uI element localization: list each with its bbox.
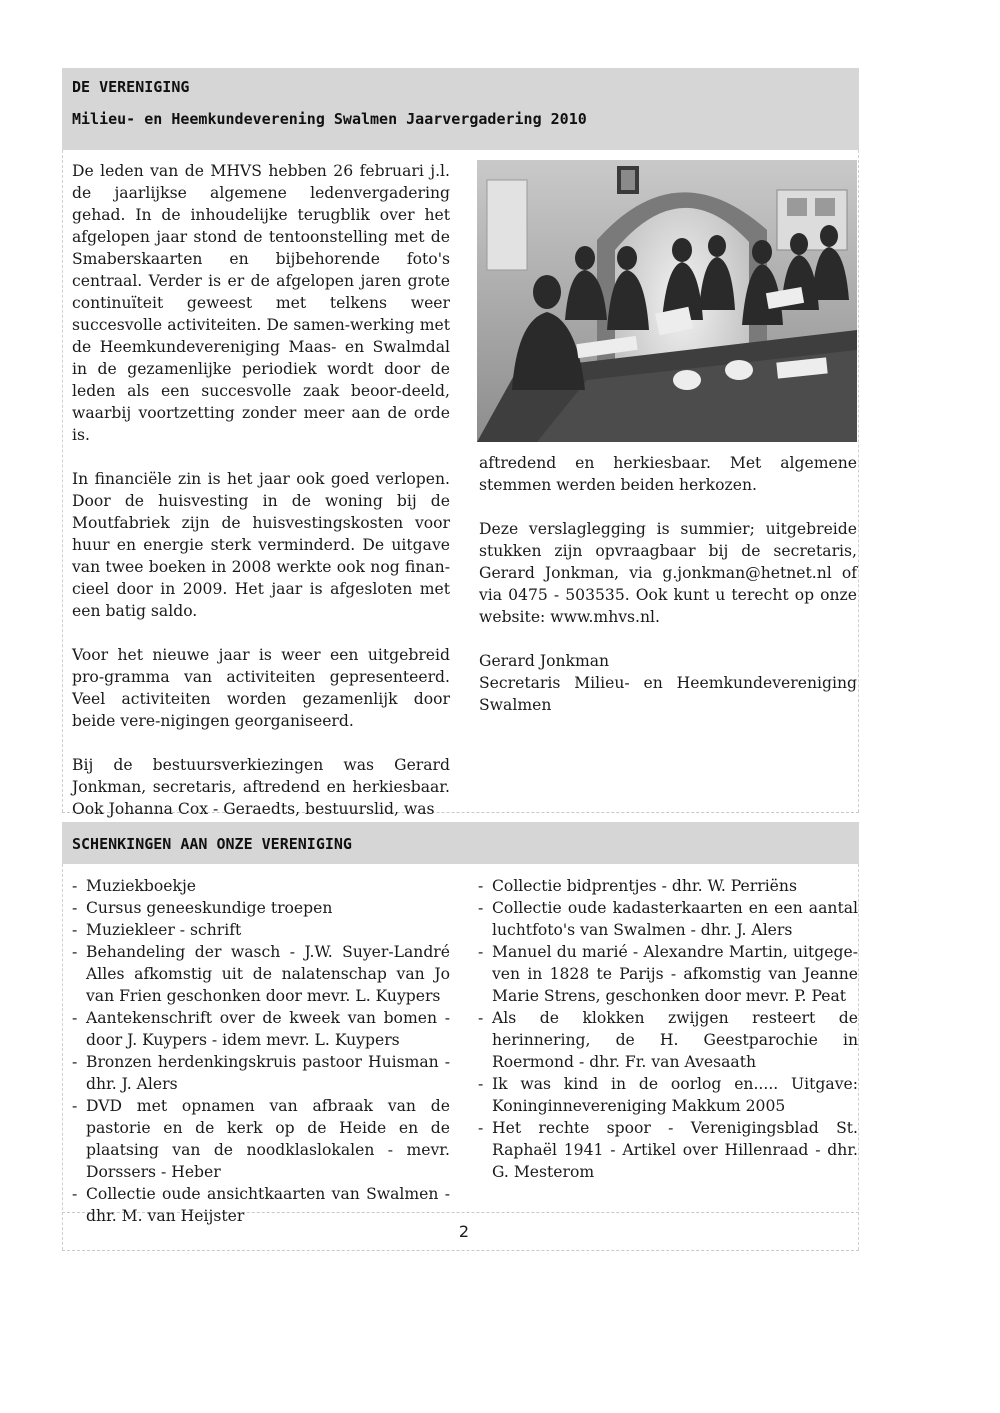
bullet: - (478, 1009, 484, 1027)
bullet: - (72, 899, 78, 917)
paragraph: In financiële zin is het jaar ook goed verlopen. Door de huisvesting in de woning bij de Moutfabriek zijn de huisvestingskosten voor huur en energie sterk verminderd. De uitgave van twee boeken in 2008 werkte ook nog finan-cieel door in 2009. Het jaar is afgesloten met een batig saldo. (72, 470, 450, 620)
divider (62, 1250, 859, 1251)
paragraph: Deze verslaglegging is summier; uitgebreide stukken zijn opvraagbaar bij de secretaris, Gerard Jonkman, via g.jonkman@hetnet.nl of via 0475 - 503535. Ook kunt u terecht op onze website: www.mhvs.nl. (479, 520, 857, 626)
signature (479, 650, 857, 716)
list-item: - Ik was kind in de oorlog en..... Uitgave: Koninginnevereniging Makkum 2005 (478, 1075, 858, 1115)
frame-line (858, 150, 859, 812)
list-item: - DVD met opnamen van afbraak van de pastorie en de kerk op de Heide en de plaatsing van de noodklaslokalen - mevr. Dorssers - Heber (72, 1097, 450, 1181)
meeting-photo-image (477, 160, 857, 442)
bullet: - (72, 877, 78, 895)
paragraph: De leden van de MHVS hebben 26 februari j.l. de jaarlijkse algemene ledenvergadering gehad. In de inhoudelijke terugblik over het afgelopen jaar stond de tentoonstelling met de Smaberskaarten en bijbehorende foto's centraal. Verder is er de afgelopen jaren grote continuïteit geweest met telkens weer succesvolle activiteiten. De samen-werking met de Heemkundevereniging Maas- en Swalmdal in de gezamenlijke periodiek wordt door de leden als een succesvolle zaak beoor-deeld, waarbij voortzetting zonder meer aan de orde is. (72, 162, 450, 444)
bullet: - (72, 1009, 78, 1027)
list-item: - Collectie oude kadasterkaarten en een aantal luchtfoto's van Swalmen - dhr. J. Alers (478, 899, 858, 939)
page-number: 2 (458, 1222, 470, 1241)
donations-list-left (72, 875, 450, 1227)
bullet: - (72, 1097, 78, 1115)
article-column-right (479, 452, 857, 716)
donations-title: SCHENKINGEN AAN ONZE VERENIGING (72, 835, 352, 853)
list-item: - Cursus geneeskundige troepen (72, 899, 333, 917)
list-item: - Bronzen herdenkingskruis pastoor Huisman - dhr. J. Alers (72, 1053, 450, 1093)
list-item: - Muziekleer - schrift (72, 921, 242, 939)
paragraph: Voor het nieuwe jaar is weer een uitgebreid pro-gramma van activiteiten gepresenteerd. Veel activiteiten worden gezamenlijk door beide vere-nigingen georganiseerd. (72, 646, 450, 730)
bullet: - (478, 1119, 484, 1137)
bullet: - (478, 1075, 484, 1093)
donations-list-right (478, 875, 858, 1183)
article-title: Milieu- en Heemkundeverening Swalmen Jaarvergadering 2010 (72, 110, 587, 128)
bullet: - (478, 899, 484, 917)
list-item: - Als de klokken zwijgen resteert de herinnering, de H. Geestparochie in Roermond - dhr. Fr. van Avesaath (478, 1009, 858, 1071)
signature-role: Secretaris Milieu- en Heemkundevereniging Swalmen (479, 674, 857, 714)
paragraph: Bij de bestuursverkiezingen was Gerard Jonkman, secretaris, aftredend en herkiesbaar. Ook Johanna Cox - Geraedts, bestuurslid, was (72, 756, 450, 818)
list-item: - Muziekboekje (72, 877, 197, 895)
list-item: - Het rechte spoor - Verenigingsblad St. Raphaël 1941 - Artikel over Hillenraad - dhr. G. Mesterom (478, 1119, 858, 1181)
bullet: - (478, 877, 484, 895)
list-item: - Collectie oude ansichtkaarten van Swalmen - dhr. M. van Heijster (72, 1185, 450, 1225)
frame-line (858, 864, 859, 1250)
bullet: - (72, 921, 78, 939)
list-item: - Collectie bidprentjes - dhr. W. Perriëns (478, 877, 797, 895)
signature-name: Gerard Jonkman (479, 652, 610, 670)
list-item: - Manuel du marié - Alexandre Martin, uitgege-ven in 1828 te Parijs - afkomstig van Jeanne Marie Strens, geschonken door mevr. P. Peat (478, 943, 858, 1005)
section-label: DE VERENIGING (72, 78, 190, 96)
list-item: - Aantekenschrift over de kweek van bomen - door J. Kuypers - idem mevr. L. Kuypers (72, 1009, 450, 1049)
bullet: - (72, 943, 78, 961)
bullet: - (478, 943, 484, 961)
frame-line (62, 864, 63, 1250)
bullet: - (72, 1185, 78, 1203)
frame-line (62, 150, 63, 812)
meeting-photo (477, 160, 857, 442)
article-column-left (72, 160, 450, 820)
list-item: - Behandeling der wasch - J.W. Suyer-Landré Alles afkomstig uit de nalatenschap van Jo van Frien geschonken door mevr. L. Kuypers (72, 943, 450, 1005)
bullet: - (72, 1053, 78, 1071)
paragraph: aftredend en herkiesbaar. Met algemene stemmen werden beiden herkozen. (479, 454, 857, 494)
